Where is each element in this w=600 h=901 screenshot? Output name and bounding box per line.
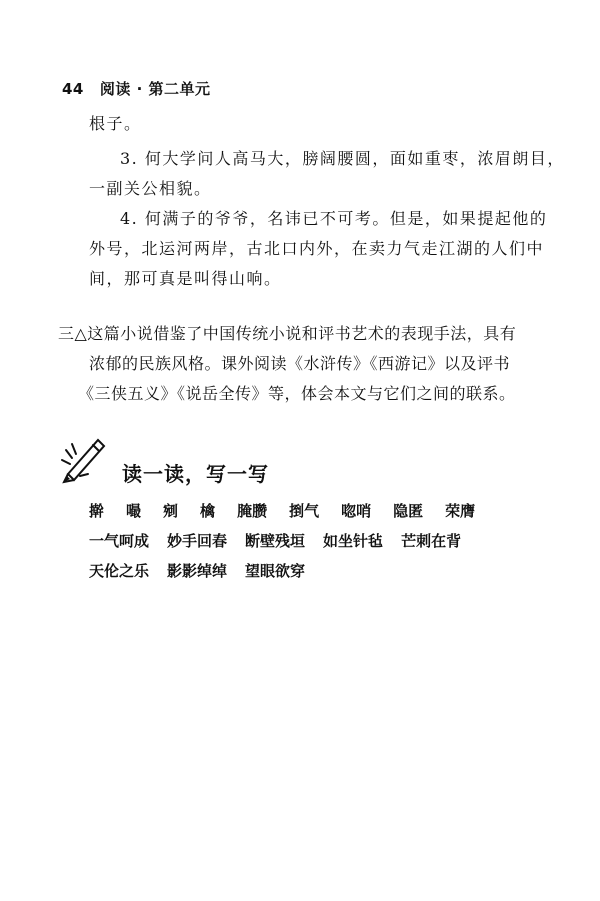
vocab-word: 如坐针毡 [323,532,384,550]
vocab-word: 隐匿 [393,502,424,520]
vocab-row [89,560,323,581]
vocab-word: 天伦之乐 [89,562,150,580]
body-line: 一副关公相貌。 [89,179,212,198]
vocab-word: 望眼欲穿 [245,562,306,580]
body-line: 3. 何大学问人高马大，膀阔腰圆，面如重枣，浓眉朗目， [120,149,565,168]
section-title: 读一读，写一写 [122,462,269,486]
vocab-word: 捯气 [289,502,320,520]
vocab-word: 影影绰绰 [167,562,228,580]
vocab-row [89,500,497,521]
exercise-three-line: 浓郁的民族风格。课外阅读《水浒传》《西游记》以及评书 [89,354,511,373]
header-title: 阅读 · 第二单元 [99,80,211,98]
page-number: 44 [62,80,84,98]
exercise-three-line: 三△这篇小说借鉴了中国传统小说和评书艺术的表现手法，具有 [58,324,517,343]
vocab-word: 檎 [200,502,216,520]
pencil-icon [58,432,114,484]
vocab-word: 嘬 [126,502,142,520]
page-header [62,78,211,99]
body-line: 外号，北运河两岸，古北口内外，在卖力气走江湖的人们中 [89,239,545,258]
vocab-word: 一气呵成 [89,532,150,550]
vocab-word: 芒刺在背 [401,532,462,550]
body-line: 4. 何满子的爷爷，名讳已不可考。但是，如果提起他的 [120,209,548,228]
vocab-row [89,530,479,551]
vocab-word: 断壁残垣 [245,532,306,550]
exercise-three-line: 《三侠五义》《说岳全传》等，体会本文与它们之间的联系。 [78,384,516,403]
vocab-word: 荣膺 [445,502,476,520]
vocab-word: 腌臜 [237,502,268,520]
body-line: 间，那可真是叫得山响。 [89,269,282,288]
vocab-word: 剜 [163,502,179,520]
vocab-word: 唿哨 [341,502,372,520]
vocab-word: 擀 [89,502,105,520]
vocab-word: 妙手回春 [167,532,228,550]
body-line: 根子。 [89,114,142,133]
